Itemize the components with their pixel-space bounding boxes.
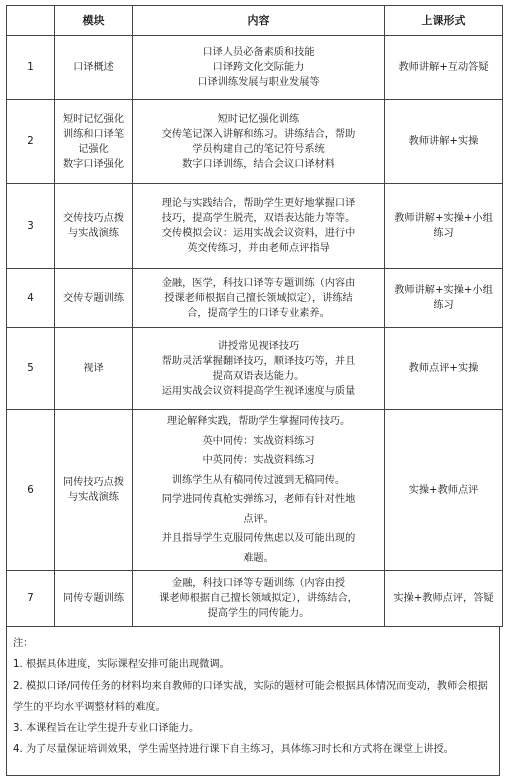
row-number: 2 xyxy=(7,100,55,184)
module-line: 同传专题训练 xyxy=(62,593,125,604)
content-line: 授课老师根据自己擅长领域拟定），讲练结 xyxy=(164,292,353,304)
header-cell-content: 内容 xyxy=(133,6,385,36)
row-number: 1 xyxy=(7,36,55,100)
content-line: 短时记忆强化训练 xyxy=(217,113,300,125)
module-line: 与实战演练 xyxy=(68,492,119,503)
module-line: 数字口译强化 xyxy=(62,158,125,170)
content-line: 帮助灵活掌握翻译技巧，顺译技巧等，并且 xyxy=(161,355,356,367)
format-line: 教师点评+实操 xyxy=(408,363,479,374)
format-line: 教师讲解+实操 xyxy=(408,136,479,147)
content-line: 英交传练习，并由老师点评指导 xyxy=(187,243,330,254)
format-cell xyxy=(385,184,503,269)
content-line: 课老师根据自己擅长领域拟定），讲练结合， xyxy=(159,593,358,604)
format-cell xyxy=(385,100,503,184)
format-line: 实操+教师点评，答疑 xyxy=(393,593,494,604)
module-cell xyxy=(55,100,133,184)
table-row xyxy=(7,184,503,269)
table-header-row xyxy=(7,6,503,36)
content-line: 提高双语表达能力。 xyxy=(212,370,305,382)
content-cell xyxy=(133,36,385,100)
header-cell-index xyxy=(7,6,55,36)
module-cell xyxy=(55,36,133,100)
module-line: 同传技巧点拨 xyxy=(62,477,125,488)
content-line: 交传笔记深入讲解和练习。讲练结合，帮助 xyxy=(161,128,356,140)
row-number: 7 xyxy=(7,571,55,627)
module-line: 训练和口译笔 xyxy=(62,128,125,140)
note-item: 1. 根据具体进度，实际课程安排可能出现微调。 xyxy=(13,659,230,671)
content-line: 技巧，提高学生脱壳，双语表达能力等等。 xyxy=(161,213,356,224)
content-line: 合，提高学生的口译专业素养。 xyxy=(187,307,330,319)
content-line: 中英同传：实战资料练习 xyxy=(202,455,315,466)
note-item: 3. 本课程旨在让学生提升专业口译能力。 xyxy=(13,723,200,735)
row-number: 6 xyxy=(7,410,55,571)
content-line: 英中同传：实战资料练习 xyxy=(202,435,315,447)
content-line: 金融，医学，科技口译等专题训练（内容由 xyxy=(161,277,356,289)
content-line: 学员构建自己的笔记符号系统 xyxy=(192,143,325,155)
format-cell xyxy=(385,571,503,627)
module-line: 口译概述 xyxy=(73,62,114,73)
content-cell xyxy=(133,328,385,410)
module-cell xyxy=(55,410,133,571)
content-line: 点评。 xyxy=(243,513,274,525)
header-cell-module: 模块 xyxy=(55,6,133,36)
table-row xyxy=(7,36,503,100)
format-line: 练习 xyxy=(433,300,454,311)
content-line: 运用实战会议资料提高学生视译速度与质量 xyxy=(161,385,356,397)
row-number: 5 xyxy=(7,328,55,410)
table-row xyxy=(7,100,503,184)
content-line: 讲授常见视译技巧 xyxy=(217,340,300,352)
content-line: 难题。 xyxy=(243,552,274,564)
content-cell xyxy=(133,100,385,184)
table-row xyxy=(7,269,503,328)
content-line: 金融，科技口译等专题训练（内容由授 xyxy=(171,578,346,589)
content-line: 理论与实践结合，帮助学生更好地掌握口译 xyxy=(161,198,356,209)
module-line: 交传专题训练 xyxy=(62,292,125,304)
content-line: 训练学生从有稿同传过渡到无稿同传。 xyxy=(171,474,346,486)
content-cell xyxy=(133,571,385,627)
module-line: 视译 xyxy=(83,363,104,374)
format-cell xyxy=(385,328,503,410)
format-line: 教师讲解+实操+小组 xyxy=(394,285,493,296)
module-line: 短时记忆强化 xyxy=(62,113,125,125)
format-line: 教师讲解+互动答疑 xyxy=(398,62,489,73)
format-cell xyxy=(385,410,503,571)
module-line: 与实战演练 xyxy=(68,228,119,239)
content-line: 提高学生的同传能力。 xyxy=(207,608,310,619)
content-line: 数字口译训练，结合会议口译材料 xyxy=(182,158,335,170)
module-cell xyxy=(55,571,133,627)
content-line: 口译训练发展与职业发展等 xyxy=(197,77,320,88)
format-cell xyxy=(385,36,503,100)
notes-section xyxy=(6,626,500,776)
module-line: 交传技巧点拨 xyxy=(62,213,125,224)
content-cell xyxy=(133,269,385,328)
content-cell xyxy=(133,184,385,269)
format-cell xyxy=(385,269,503,328)
format-line: 练习 xyxy=(433,228,454,239)
content-line: 并且指导学生克服同传焦虑以及可能出现的 xyxy=(161,533,356,544)
content-line: 口译人员必备素质和技能 xyxy=(202,47,315,58)
table-row xyxy=(7,410,503,571)
content-line: 交传模拟会议：运用实战会议资料，进行中 xyxy=(161,228,356,239)
module-cell xyxy=(55,328,133,410)
module-cell xyxy=(55,184,133,269)
format-line: 实操+教师点评 xyxy=(408,484,479,496)
header-cell-format: 上课形式 xyxy=(385,6,503,36)
row-number: 3 xyxy=(7,184,55,269)
module-cell xyxy=(55,269,133,328)
module-line: 记强化 xyxy=(78,143,109,155)
table-row xyxy=(7,571,503,627)
content-cell xyxy=(133,410,385,571)
course-table xyxy=(6,5,503,627)
content-line: 同学进同传真枪实弹练习，老师有针对性地 xyxy=(161,494,356,505)
table-row xyxy=(7,328,503,410)
content-line: 口译跨文化交际能力 xyxy=(212,62,305,73)
note-item: 2. 模拟口译/同传任务的材料均来自教师的口译实战，实际的题材可能会根据具体情况而变动，教师会根据学生的平均水平调整材料的难度。 xyxy=(13,680,488,713)
content-line: 理论解释实践，帮助学生掌握同传技巧。 xyxy=(166,416,351,427)
note-item: 4. 为了尽量保证培训效果，学生需坚持进行课下自主练习，具体练习时长和方式将在课堂上讲授。 xyxy=(13,744,454,756)
notes-title: 注： xyxy=(13,638,34,649)
format-line: 教师讲解+实操+小组 xyxy=(394,213,493,224)
row-number: 4 xyxy=(7,269,55,328)
